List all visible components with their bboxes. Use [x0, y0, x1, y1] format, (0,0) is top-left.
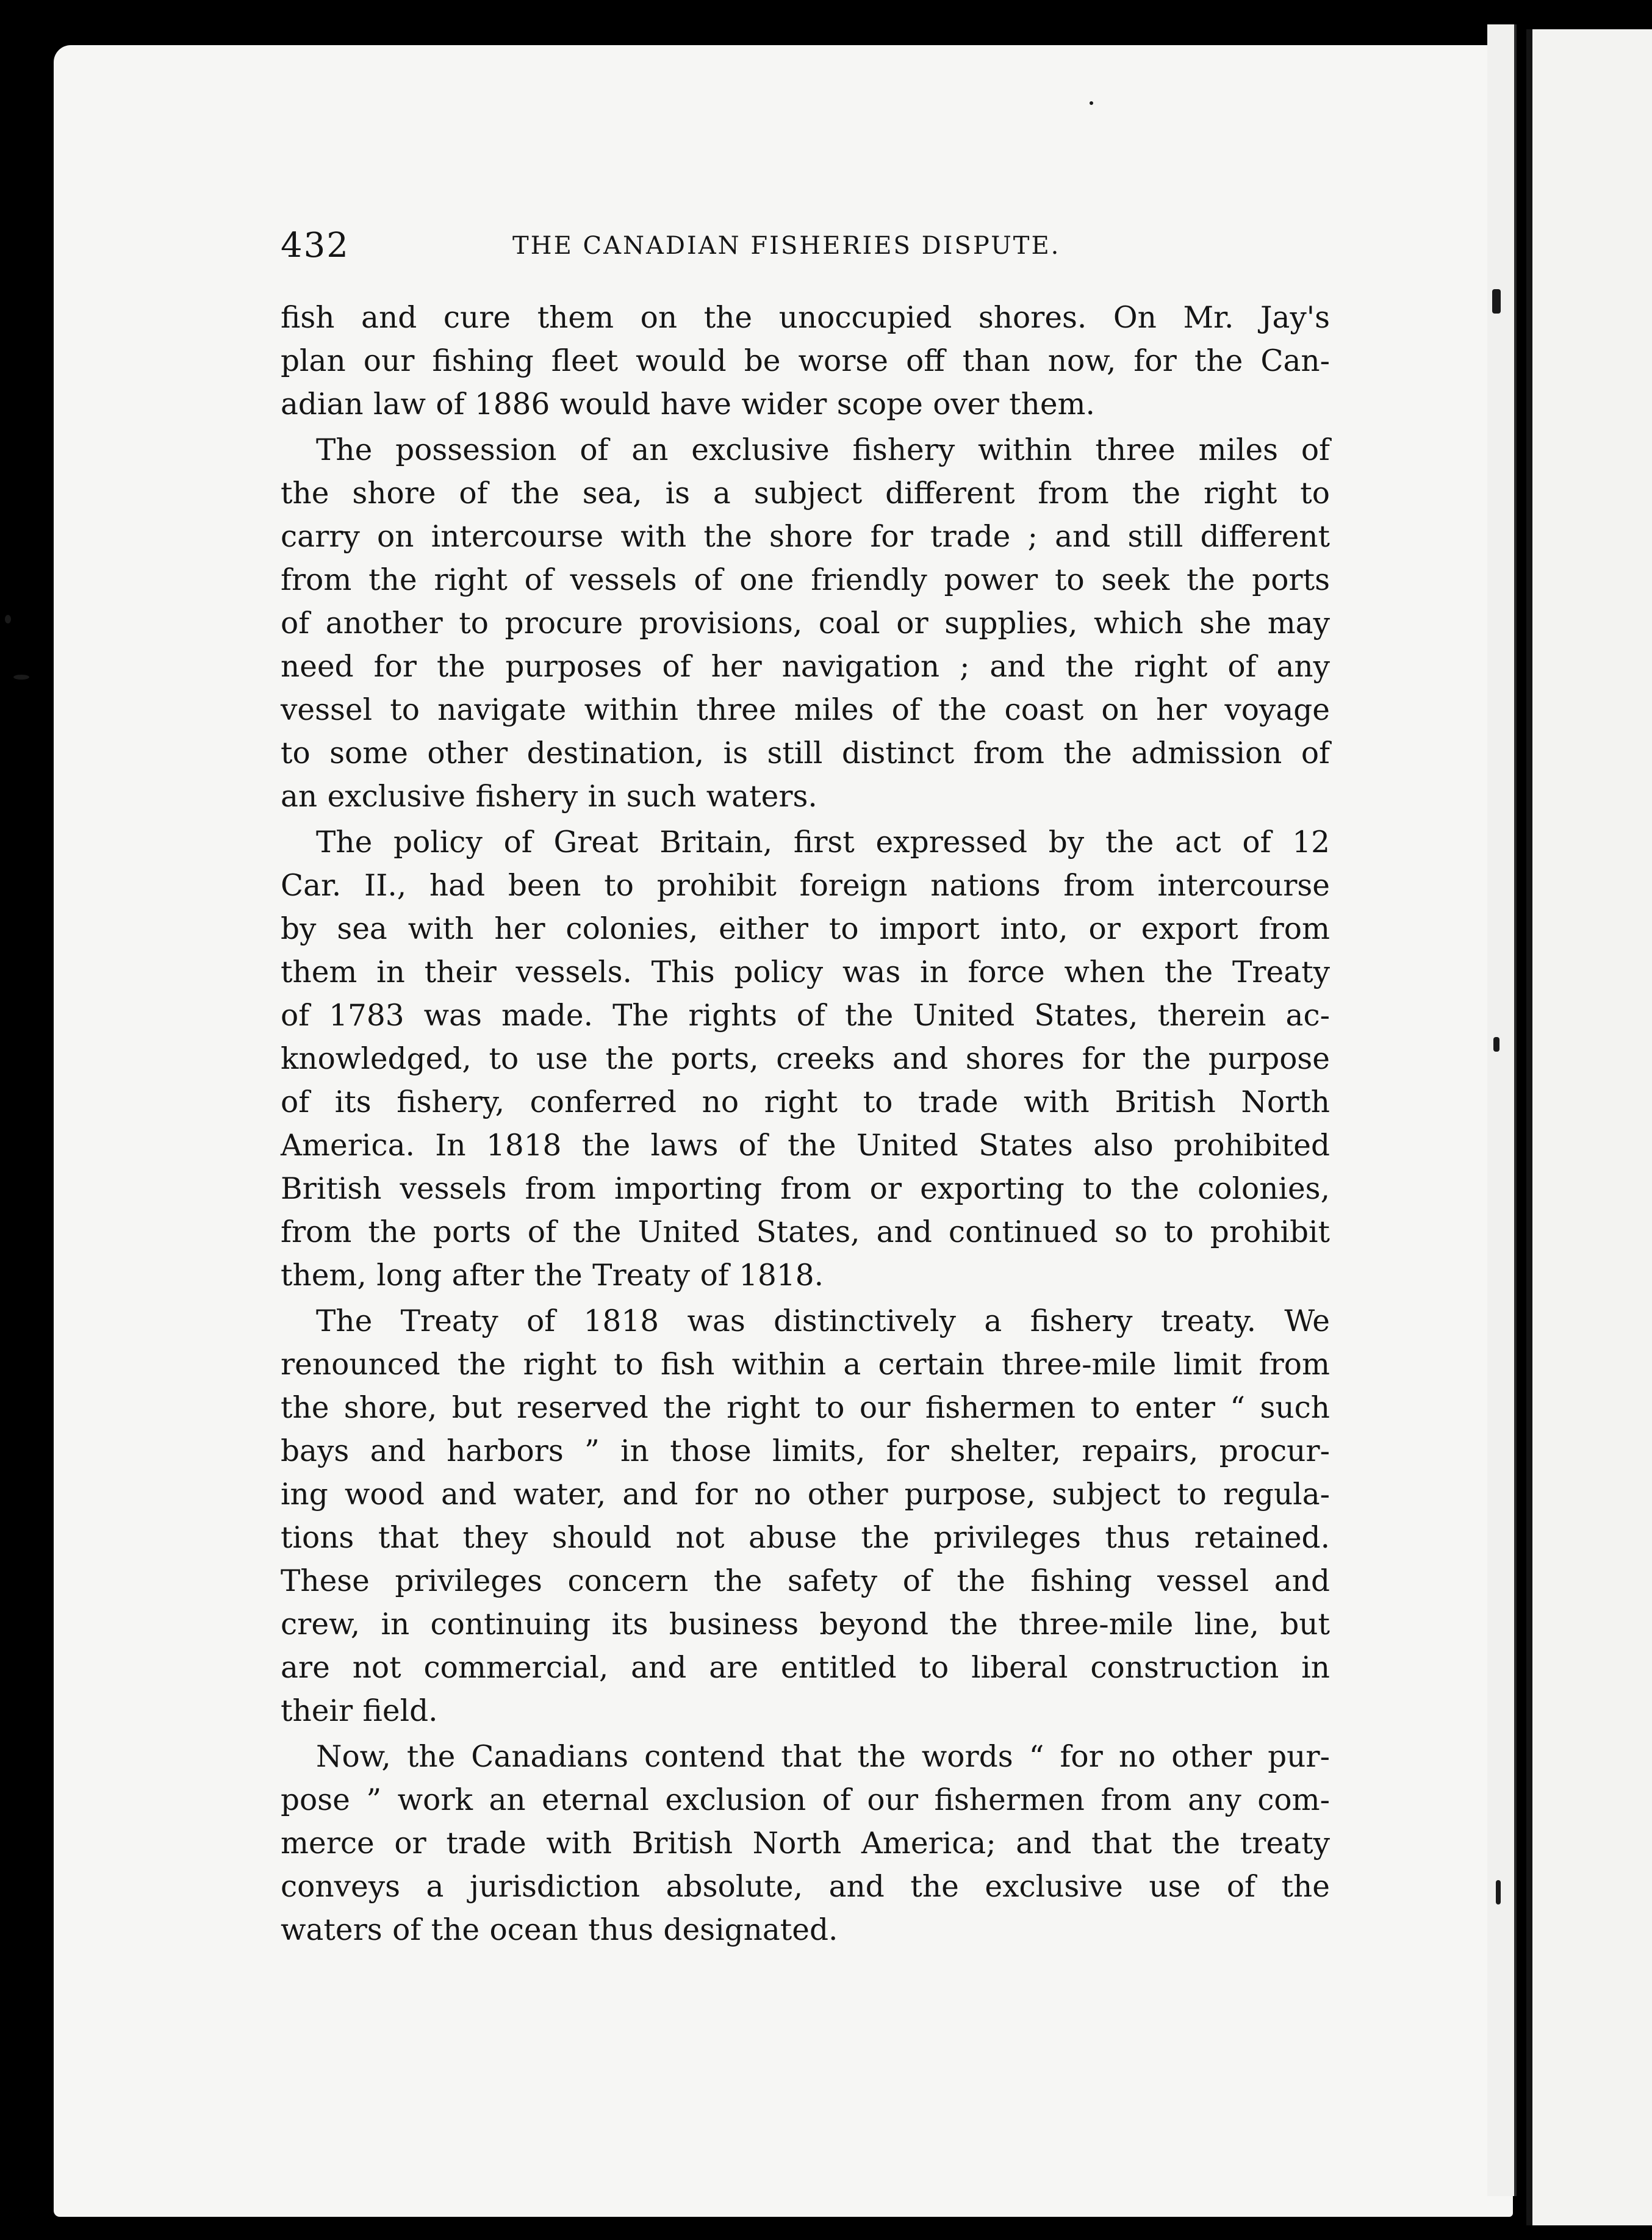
text-line: to some other destination, is still distinct from the admission of	[281, 736, 1330, 770]
text-line: tions that they should not abuse the privileges thus retained.	[281, 1521, 1330, 1555]
text-line: by sea with her colonies, either to import into, or export from	[281, 912, 1330, 946]
text-line: the shore of the sea, is a subject different from the right to	[281, 476, 1330, 511]
text-line: of another to procure provisions, coal or supplies, which she may	[281, 606, 1330, 641]
running-head-title: THE CANADIAN FISHERIES DISPUTE.	[512, 232, 1061, 260]
text-line: plan our fishing fleet would be worse off than now, for the Can-	[281, 344, 1330, 378]
running-head	[281, 226, 1330, 275]
margin-speck	[5, 615, 11, 623]
text-line: British vessels from importing from or exporting to the colonies,	[281, 1172, 1330, 1206]
margin-speck	[1493, 1037, 1499, 1052]
text-line: vessel to navigate within three miles of the coast on her voyage	[281, 693, 1330, 727]
text-line: adian law of 1886 would have wider scope over them.	[281, 387, 1095, 422]
text-line: waters of the ocean thus designated.	[281, 1913, 838, 1947]
text-line: of 1783 was made. The rights of the United States, therein ac-	[281, 999, 1330, 1033]
text-line: are not commercial, and are entitled to liberal construction in	[281, 1651, 1330, 1685]
text-line: merce or trade with British North America; and that the treaty	[281, 1826, 1330, 1861]
margin-speck	[1492, 289, 1501, 314]
body-text	[281, 296, 1330, 1952]
text-line: an exclusive fishery in such waters.	[281, 780, 817, 814]
text-line: These privileges concern the safety of the fishing vessel and	[281, 1564, 1330, 1598]
page-number: 432	[281, 226, 350, 265]
text-line: conveys a jurisdiction absolute, and the exclusive use of the	[281, 1870, 1330, 1904]
margin-speck	[1496, 1880, 1501, 1904]
text-line: Now, the Canadians contend that the words “ for no other pur-	[316, 1740, 1330, 1774]
paragraph	[281, 821, 1330, 1298]
text-line: America. In 1818 the laws of the United States also prohibited	[281, 1129, 1330, 1163]
paragraph	[281, 1300, 1330, 1733]
text-line: renounced the right to fish within a certain three-mile limit from	[281, 1348, 1330, 1382]
text-line: Car. II., had been to prohibit foreign nations from intercourse	[281, 869, 1330, 903]
text-line: their field.	[281, 1694, 438, 1728]
text-line: the shore, but reserved the right to our fishermen to enter “ such	[281, 1391, 1330, 1425]
text-line: carry on intercourse with the shore for trade ; and still different	[281, 520, 1330, 554]
text-line: ing wood and water, and for no other purpose, subject to regula-	[281, 1477, 1330, 1512]
paragraph	[281, 429, 1330, 819]
text-line: crew, in continuing its business beyond the three-mile line, but	[281, 1607, 1330, 1642]
text-line: The possession of an exclusive fishery within three miles of	[316, 433, 1330, 467]
text-line: them in their vessels. This policy was in force when the Treaty	[281, 955, 1330, 989]
text-line: pose ” work an eternal exclusion of our fishermen from any com-	[281, 1783, 1330, 1817]
text-line: need for the purposes of her navigation ; and the right of any	[281, 650, 1330, 684]
paragraph	[281, 296, 1330, 426]
text-line: fish and cure them on the unoccupied shores. On Mr. Jay's	[281, 301, 1330, 335]
gutter-edge	[1487, 24, 1517, 2196]
paragraph	[281, 1736, 1330, 1952]
text-line: from the ports of the United States, and continued so to prohibit	[281, 1215, 1330, 1249]
text-line: The policy of Great Britain, first expressed by the act of 12	[316, 825, 1330, 860]
text-line: from the right of vessels of one friendly power to seek the ports	[281, 563, 1330, 597]
text-line: knowledged, to use the ports, creeks and shores for the purpose	[281, 1042, 1330, 1076]
text-line: The Treaty of 1818 was distinctively a fishery treaty. We	[316, 1304, 1330, 1338]
margin-speck	[1090, 101, 1093, 105]
text-line: them, long after the Treaty of 1818.	[281, 1258, 824, 1293]
page-content	[281, 226, 1330, 1952]
adjacent-page-edge	[1526, 29, 1652, 2225]
text-line: bays and harbors ” in those limits, for shelter, repairs, procur-	[281, 1434, 1330, 1468]
margin-speck	[13, 675, 29, 680]
text-line: of its fishery, conferred no right to trade with British North	[281, 1085, 1330, 1119]
